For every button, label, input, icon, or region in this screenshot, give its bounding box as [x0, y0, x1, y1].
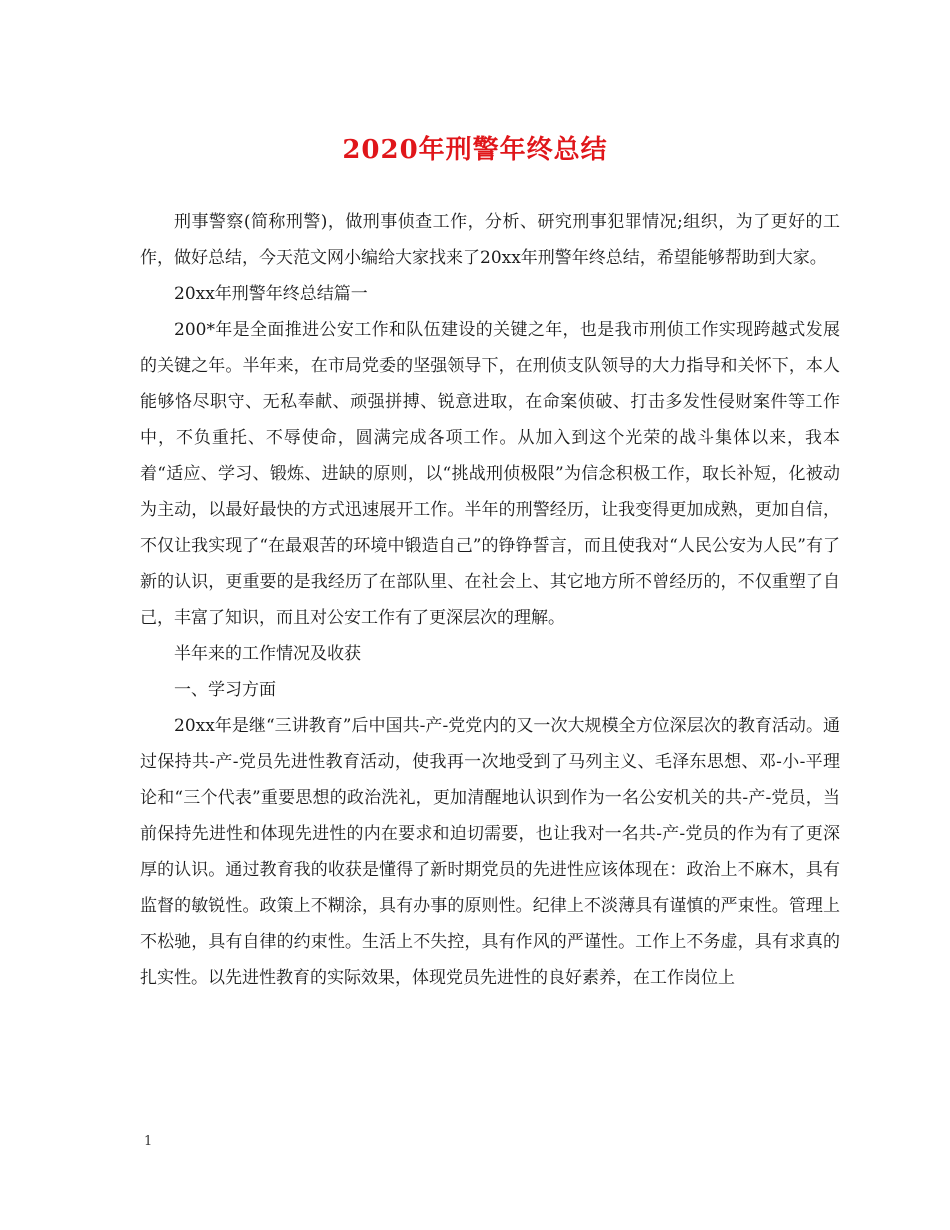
- section-heading-study: 一、学习方面: [174, 680, 276, 700]
- section-heading-part-one: 20xx年刑警年终总结篇一: [174, 284, 368, 304]
- page-number: 1: [144, 1134, 153, 1149]
- intro-paragraph: 刑事警察(简称刑警)，做刑事侦查工作，分析、研究刑事犯罪情况;组织，为了更好的工作，做好总结，今天范文网小编给大家找来了20xx年刑警年终总结，希望能够帮助到大家。: [140, 212, 840, 268]
- section-heading-work-summary: 半年来的工作情况及收获: [174, 644, 361, 664]
- body-paragraph-overview: 200*年是全面推进公安工作和队伍建设的关键之年，也是我市刑侦工作实现跨越式发展的关键之年。半年来，在市局党委的坚强领导下，在刑侦支队领导的大力指导和关怀下，本人能够恪尽职守、无私奉献、顽强拼搏、锐意进取，在命案侦破、打击多发性侵财案件等工作中，不负重托、不辱使命，圆满完成各项工作。从加入到这个光荣的战斗集体以来，我本着“适应、学习、锻炼、进缺的原则，以“挑战刑侦极限”为信念积极工作，取长补短，化被动为主动，以最好最快的方式迅速展开工作。半年的刑警经历，让我变得更加成熟，更加自信，不仅让我实现了“在最艰苦的环境中锻造自己”的铮铮誓言，而且使我对“人民公安为人民”有了新的认识，更重要的是我经历了在部队里、在社会上、其它地方所不曾经历的，不仅重塑了自己，丰富了知识，而且对公安工作有了更深层次的理解。: [140, 320, 840, 628]
- document-title: 2020年刑警年终总结: [342, 135, 608, 165]
- document-body: [140, 204, 840, 996]
- body-paragraph-study: 20xx年是继“三讲教育”后中国共-产-党党内的又一次大规模全方位深层次的教育活动。通过保持共-产-党员先进性教育活动，使我再一次地受到了马列主义、毛泽东思想、邓-小-平理论和“三个代表”重要思想的政治洗礼，更加清醒地认识到作为一名公安机关的共-产-党员，当前保持先进性和体现先进性的内在要求和迫切需要，也让我对一名共-产-党员的作为有了更深厚的认识。通过教育我的收获是懂得了新时期党员的先进性应该体现在：政治上不麻木，具有监督的敏锐性。政策上不糊涂，具有办事的原则性。纪律上不淡薄具有谨慎的严束性。管理上不松驰，具有自律的约束性。生活上不失控，具有作风的严谨性。工作上不务虚，具有求真的扎实性。以先进性教育的实际效果，体现党员先进性的良好素养，在工作岗位上: [140, 716, 840, 988]
